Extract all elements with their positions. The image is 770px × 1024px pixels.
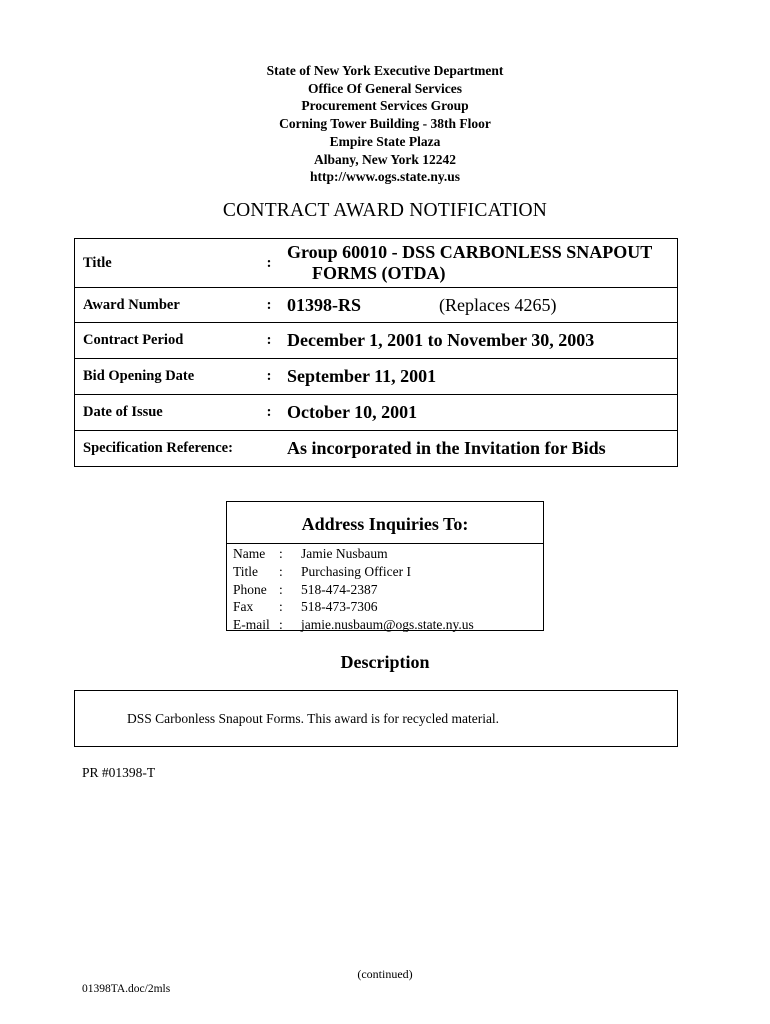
colon: : [257,395,281,431]
value-award-number: 01398-RS [287,294,362,315]
value-specification-reference: As incorporated in the Invitation for Bids [281,431,678,467]
header-line-city: Albany, New York 12242 [313,151,456,167]
colon: : [257,239,281,288]
header-line-url: http://www.ogs.state.ny.us [309,169,461,185]
header-line-plaza: Empire State Plaza [329,133,441,149]
label-date-of-issue: Date of Issue [75,395,258,431]
value-date-of-issue: October 10, 2001 [281,395,678,431]
row-date-of-issue [75,395,678,431]
contact-phone-row [233,581,543,599]
inquiries-box [226,501,544,631]
row-specification-reference [75,431,678,467]
award-info-table [74,238,678,467]
agency-header [0,62,770,186]
continued-note: (continued) [357,967,413,981]
contact-sep: : [279,546,283,561]
contact-name: Jamie Nusbaum [301,546,388,561]
contact-title-row [233,563,543,581]
value-bid-opening-date: September 11, 2001 [281,359,678,395]
header-line-building: Corning Tower Building - 38th Floor [279,116,491,132]
row-bid-opening-date [75,359,678,395]
row-award-number [75,288,678,323]
contact-key: E-mail [233,617,270,633]
contact-sep: : [279,599,283,615]
contact-key: Fax [233,599,254,615]
contact-title: Purchasing Officer I [301,563,411,579]
pr-number: PR #01398-T [82,765,156,780]
row-title [75,239,678,288]
colon: : [257,323,281,359]
header-line-office: Office Of General Services [307,80,463,96]
value-title-line2: FORMS (OTDA) [312,263,446,283]
contact-fax-row [233,598,543,616]
replaces-note: (Replaces 4265) [439,294,557,315]
inquiries-heading: Address Inquiries To: [227,502,543,544]
colon: : [257,359,281,395]
page-title: CONTRACT AWARD NOTIFICATION [222,200,548,221]
contact-sep: : [279,617,283,633]
value-award-number-cell [281,288,678,323]
value-title [281,239,678,288]
description-text: DSS Carbonless Snapout Forms. This award is for recycled material. [127,711,500,726]
contact-email-row [233,616,543,634]
contact-key: Title [233,563,259,579]
value-title-line1: Group 60010 - DSS CARBONLESS SNAPOUT [287,242,653,262]
label-contract-period: Contract Period [75,323,258,359]
contact-key: Name [233,546,266,561]
contact-phone: 518-474-2387 [301,581,378,597]
header-line-group: Procurement Services Group [301,98,469,114]
description-heading: Description [340,652,430,672]
contact-name-row [233,545,543,563]
value-contract-period: December 1, 2001 to November 30, 2003 [281,323,678,359]
row-contract-period [75,323,678,359]
label-title: Title [75,239,258,288]
description-box [74,690,678,747]
label-award-number: Award Number [75,288,258,323]
label-specification-reference: Specification Reference: [75,431,282,467]
colon: : [257,288,281,323]
contact-key: Phone [233,581,267,597]
label-bid-opening-date: Bid Opening Date [75,359,258,395]
header-line-department: State of New York Executive Department [266,63,504,78]
contact-sep: : [279,563,283,579]
contact-list [227,544,543,634]
contact-email: jamie.nusbaum@ogs.state.ny.us [301,617,474,633]
footer-filename: 01398TA.doc/2mls [82,983,171,995]
contact-sep: : [279,581,283,597]
contact-fax: 518-473-7306 [301,599,378,615]
